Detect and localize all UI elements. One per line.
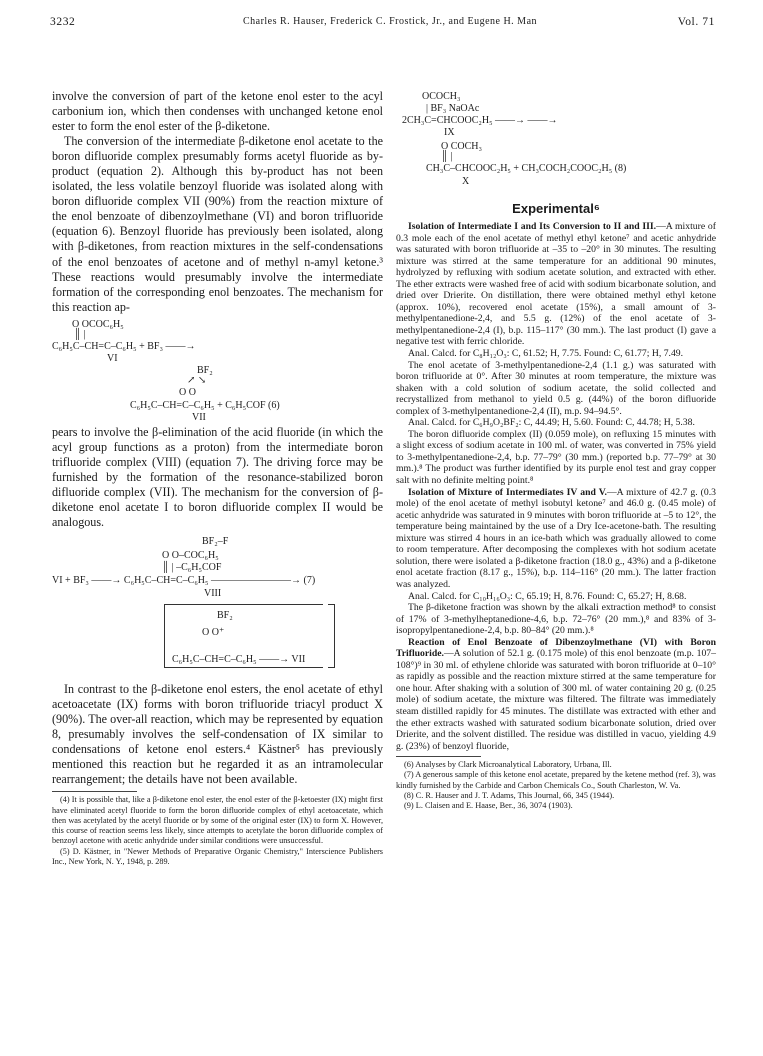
equation-8 [396,89,716,193]
running-authors: Charles R. Hauser, Frederick C. Frostick, Jr., and Eugene H. Man [242,16,538,27]
paragraph-heading: Isolation of Mixture of Intermediates IV and V. [408,486,607,498]
bracket-left [164,604,323,668]
paragraph: The β-diketone fraction was shown by the alkali extraction method⁸ to consist of 17% of 3-methylheptanedione-4,6, b.p. 72–76° (20 mm.),⁸ and 83% of 3-isopropylpentanedione-2,4, b.p. 80–84° (20 mm.).⁸ [396,602,716,637]
paragraph: pears to involve the β-elimination of the acid fluoride (in which the acyl group functions as a proton) from the intermediate boron trifluoride complex (VIII) (equation 7). The driving force may be furnished by the formation of the resonance-stabilized boron difluoride complex (VII). The mechanism for the conversion of β-diketone enol acetate I to boron difluoride complex II would be analogous. [52,424,383,529]
analysis-line: Anal. Calcd. for C₁₀H₁₆O₃: C, 65.19; H, 8.76. Found: C, 65.27; H, 8.68. [408,590,687,602]
footnote: (5) D. Kästner, in "Newer Methods of Preparative Organic Chemistry," Interscience Publishers Inc., New York, N. Y., 1948, p. 289. [52,846,383,866]
equation-line: O OCOC₆H₅ [72,318,124,330]
paragraph-body: —A solution of 52.1 g. (0.175 mole) of this enol benzoate (m.p. 107–108°)⁹ in 30 ml. of ethylene chloride was saturated with boron trifluoride at 0–10° as rapidly as possible and the reaction mixture stirred at the same temperature for one hour. After shaking with a solution of 300 ml. of water containing 20 g. (0.25 mole) of sodium acetate, the mixture was filtered. The filtrate was immediately steam distilled rapidly for 45 minutes. The distillate was extracted with ether and the ether extracts washed with saturated sodium bicarbonate solution, dried over Drierite, and the solvent distilled. The residue was distilled in vacuo, yielding 4.9 g. (23%) of benzoyl fluoride, [396,648,716,752]
paragraph: In contrast to the β-diketone enol esters, the enol acetate of ethyl acetoacetate (IX) forms with boron trifluoride triacyl product X (90%). The over-all reaction, which may be represented by equation 8, presumably involves the self-condensation of IX similar to condensations of ketone enol esters.⁴ Kästner⁵ has previously mentioned this reaction but he regarded it as an intramolecular rearrangement; the details have not been available. [52,682,383,787]
footnote-rule [396,756,481,757]
page-number: 3232 [50,16,76,28]
equation-line: C₆H₅C–CH=C–C₆H₅ ——→ VII [172,654,306,666]
equation-line: BF₂ [217,610,233,622]
equation-line: ║ | [441,151,453,162]
compound-label: X [462,176,470,187]
running-header [50,16,715,32]
footnote-rule [52,791,137,792]
analysis-line: Anal. Calcd. for C₈H₁₂O₃: C, 61.52; H, 7.75. Found: C, 61.77; H, 7.49. [408,348,684,360]
paragraph: The conversion of the intermediate β-diketone enol acetate to the boron difluoride complex presumably forms acetyl fluoride as by-product (equation 2). Although this by-product has not been isolated, the less volatile benzoyl fluoride was isolated along with boron difluoride complex VII (90%) from the reaction mixture of the enol benzoate of dibenzoylmethane (VI) and boron trifluoride (equation 6). Benzoyl fluoride has previously been isolated, along with β-diketones, from reaction mixtures in the self-condensations of the enol benzoates of acetone and of methyl n-amyl ketone.³ These reactions would presumably involve the intermediate formation of the corresponding enol benzoates. The mechanism for this reaction ap- [52,134,383,314]
equation-line: CH₃C–CHCOOC₂H₅ + CH₃COCH₂COOC₂H₅ (8) [426,163,627,174]
analysis-line: Anal. Calcd. for C₆H₉O₂BF₂: C, 44.49; H, 5.60. Found: C, 44.78; H, 5.38. [408,417,695,429]
equation-line: ↗ ↘ [187,374,207,386]
equation-line: | BF₃ NaOAc [426,103,480,114]
footnote: (9) L. Claisen and E. Haase, Ber., 36, 3074 (1903). [404,801,573,811]
equation-line: C₆H₅C–CH=C–C₆H₅ + BF₃ ——→ [52,340,196,352]
paragraph-body: —A mixture of 0.3 mole each of the enol acetate of methyl ethyl ketone⁷ and acetic anhydride was saturated with boron trifluoride at –35 to –20° in 30 minutes. The resulting mixture was stirred at the same temperature for an additional 90 minutes, hydrolyzed by refluxing with sodium acetate solution, and extracted with ether. The ether extracts were washed free of acid with sodium bicarbonate solution, and dried over Drierite. On distillation, there were obtained methyl ethyl ketone (approx. 10%), recovered enol acetate (15%), a small amount of 3-methylpentanedione-2,4, and 5.5 g. (12%) of the enol acetate of 3-methylpentanedione-2,4 (I), b.p. 115–117° (30 mm.). The last product (I) gave a negative test with ferric chloride. [396,221,716,348]
compound-label: IX [444,127,455,138]
equation-line: O O–COC₆H₅ [162,550,219,562]
bracket-right [328,604,335,668]
paragraph [396,637,716,752]
equation-line: ║ | –C₆H₅COF [162,562,222,574]
equation-line: VI + BF₃ ——→ C₆H₅C–CH=C–C₆H₅ ————————→ (7) [52,575,316,587]
equation-line: BF₂–F [202,536,229,548]
equation-line: 2CH₃C=CHCOOC₂H₅ ——→ ——→ [402,115,558,126]
paragraph [396,487,716,591]
compound-label: VI [107,352,118,364]
equation-line: O O⁺ [202,627,225,639]
equation-6 [52,315,383,425]
equation-line: O O [179,386,196,398]
paragraph-body: —A mixture of 42.7 g. (0.3 mole) of the enol acetate of methyl isobutyl ketone⁷ and 46.0 g. (0.45 mole) of acetic anhydride was saturated in 9 minutes with boron trifluoride at –5 to 12°, the temperature being maintained by the use of a Dry Ice-acetone-bath. The resulting mixture was stirred 4 hours in an ice-bath which was gradually allowed to come to room temperature. After decomposing the complexes with hot sodium acetate solution, there were isolated a β-diketone fraction (18.0 g., 43%) and a β-diketone enol acetate fraction (8.17 g., 15%), b.p. 114–116° (20 mm.). The latter fraction was analyzed. [396,486,717,590]
footnote: (6) Analyses by Clark Microanalytical Laboratory, Urbana, Ill. [404,760,612,770]
compound-label: VIII [204,588,222,600]
footnote: (4) It is possible that, like a β-diketone enol ester, the enol ester of the β-ketoester (IX) might first have eliminated acetyl fluoride to form the boron difluoride complex of ethyl acetoacetate, which then was acetylated by the acetyl fluoride or by some of the original ester (IX) to form X. However, this course of reaction seems less likely, since attempts to acetylate the boron difluoride complex of benzoyl acetone with acetic anhydride under similar conditions were unsuccessful. [52,795,383,846]
right-column [396,89,716,812]
compound-label: VII [192,411,206,423]
paragraph [396,221,716,348]
paragraph-heading: Reaction of Enol Benzoate of Dibenzoylmethane (VI) with Boron Trifluoride. [396,636,716,660]
paragraph: involve the conversion of part of the ketone enol ester to the acyl carbonium ion, which then condenses with unchanged ketone enol ester to form the enol ester of the β-diketone. [52,89,383,134]
equation-line: ║ | [74,328,86,340]
paragraph: The enol acetate of 3-methylpentanedione-2,4 (1.1 g.) was saturated with boron trifluoride at 0°. After 30 minutes at room temperature, the mixture was shaken with a cold solution of sodium acetate, the solid collected and recrystallized from methanol to yield 0.5 g. (44%) of the boron difluoride complex of 3-methylpentanedione-2,4 (II), m.p. 94–94.5°. [396,359,716,417]
left-column [52,89,383,867]
equation-line: OCOCH₃ [422,91,461,102]
volume-label: Vol. 71 [677,16,715,28]
footnote: (8) C. R. Hauser and J. T. Adams, This Journal, 66, 345 (1944). [404,791,615,801]
equation-line: O COCH₃ [441,141,482,152]
paragraph: The boron difluoride complex (II) (0.059 mole), on refluxing 15 minutes with a slight excess of sodium acetate in 100 ml. of water, was converted in 75% yield to 3-methylpentanedione-2,4, b.p. 77–79° (30 mm.) (reported b.p. 77–79° at 30 mm.).⁸ The product was further identified by its purple enol test and gray copper salt with no definite melting point.⁸ [396,428,716,487]
paragraph-heading: Isolation of Intermediate I and Its Conversion to II and III. [408,221,657,232]
equation-line: BF₂ [197,364,213,376]
equation-7 [52,530,383,682]
section-heading: Experimental⁶ [512,201,600,216]
footnote: (7) A generous sample of this ketone enol acetate, prepared by the ketene method (ref. 3), was kindly furnished by the Carbide and Carbon Chemicals Co., South Charleston, W. Va. [396,770,716,790]
equation-line: C₆H₅C–CH=C–C₆H₅ + C₆H₅COF (6) [130,399,280,411]
